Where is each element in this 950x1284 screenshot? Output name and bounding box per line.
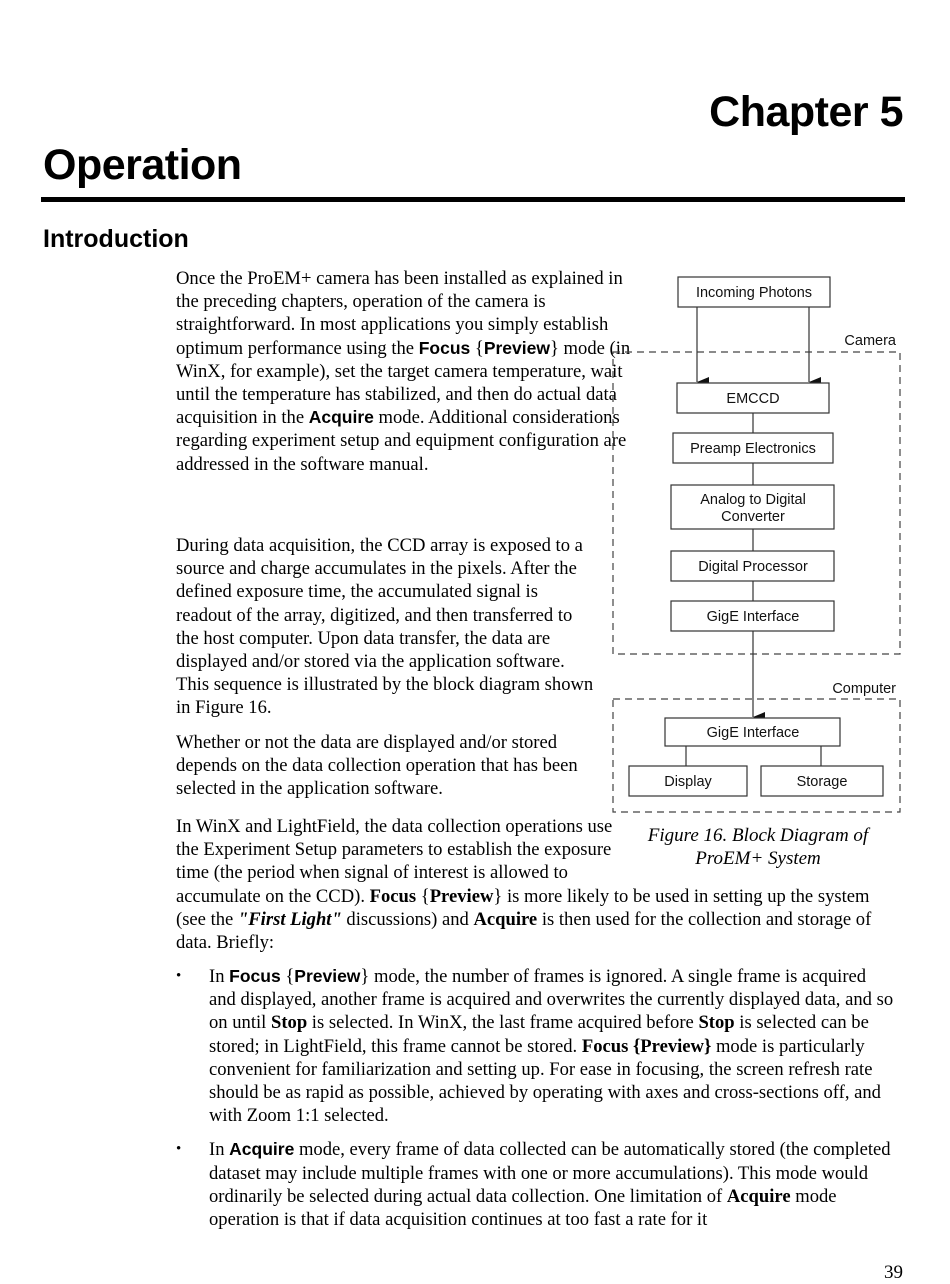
text-run: mode, every frame of data collected can be automatically stored (the completed dataset may include multiple frames with one or more accumulations). This mode would ordinarily be selected during actual data collection. One limitation of [209,1139,891,1207]
chapter-title: Operation [43,141,242,189]
text-run: } is more likely to be used in setting up the system (see the [176,885,870,930]
focus-term: Focus [369,885,417,907]
camera-gige-label: GigE Interface [706,609,800,625]
preview-term: Preview [294,966,361,986]
intro-paragraph-2: During data acquisition, the CCD array is exposed to a source and charge accumulates in the pixels. After the defined exposure time, the accumulated signal is readout of the array, digitized, and then transferred to the host computer. Upon data transfer, the data are displayed and/or stored via the application software. This sequence is illustrated by the block diagram shown in Figure 16. [176,535,594,719]
mode-bullet-list [176,965,896,1242]
text-run: { [470,337,484,359]
text-run: mode. Additional considerations regarding experiment setup and equipment configuration are addressed in the software manual. [176,407,627,475]
computer-gige-label: GigE Interface [706,725,800,741]
acquire-term: Acquire [308,407,374,428]
stop-term: Stop [698,1012,735,1034]
intro-paragraph-3: Whether or not the data are displayed and/or stored depends on the data collection operation that has been selected in the application software. [176,732,578,800]
figure-caption-line2: ProEM+ System [695,848,821,869]
preview-term: Preview [429,885,494,907]
acquire-term: Acquire [473,908,538,930]
text-run: In [209,1139,230,1161]
bullet-focus-mode [176,965,896,1127]
acquire-term: Acquire [726,1185,791,1207]
incoming-photons-label: Incoming Photons [695,285,813,301]
text-run: Once the ProEM+ camera has been installed as explained in the preceding chapters, operation of the camera is straightforward. In most applications you simply establish optimum performance using the [176,268,623,359]
text-run: } mode (in WinX, for example), set the target camera temperature, wait until the temperature has stabilized, and then do actual data acquisition in the [176,337,631,429]
focus-term: Focus [229,966,281,986]
bullet-icon: • [176,1141,182,1158]
focus-preview-term: Focus {Preview} [581,1035,712,1057]
text-run: In [209,966,230,987]
section-heading: Introduction [43,225,189,253]
text-run: In WinX and LightField, the data collection operations use the Experiment Setup parameters to establish the exposure time (the period when signal of interest is allowed to accumulate on the CCD). [176,816,613,907]
text-run: } mode, the number of frames is ignored. A single frame is acquired and displayed, another frame is acquired and overwrites the currently displayed data, and so on until [209,966,894,1034]
acquire-term: Acquire [229,1139,295,1160]
adc-label-line1: Analog to Digital [700,492,806,508]
block-diagram [608,272,908,820]
bullet-acquire-mode [176,1138,896,1231]
text-run: mode is particularly convenient for familiarization and setting up. For ease in focusing, the screen refresh rate should be as rapid as possible, achieved by operating with axes and cross-sections off, and with Zoom 1:1 selected. [209,1035,881,1127]
title-rule [41,197,905,202]
adc-label-line2: Converter [721,509,785,525]
text-run: is selected. In WinX, the last frame acquired before [307,1012,699,1034]
digital-processor-label: Digital Processor [698,559,808,575]
intro-paragraph-1 [176,267,646,476]
emccd-label: EMCCD [726,391,780,407]
preview-term: Preview [483,337,550,358]
figure-caption-line1: Figure 16. Block Diagram of [647,825,869,846]
first-light-reference: "First Light" [237,908,342,930]
focus-term: Focus [418,337,471,358]
text-run: { [416,885,430,907]
computer-group-label: Computer [832,681,896,697]
storage-label: Storage [796,774,848,790]
page-number: 39 [884,1262,903,1283]
text-run: mode operation is that if data acquisition continues at too fast a rate for it [209,1185,837,1231]
display-label: Display [664,774,712,790]
text-run: is then used for the collection and storage of data. Briefly: [176,908,872,954]
text-run: discussions) and [341,908,474,930]
camera-group-label: Camera [844,333,896,349]
text-run: { [280,966,295,987]
preamp-label: Preamp Electronics [690,441,816,457]
stop-term: Stop [270,1012,308,1034]
text-run: is selected can be stored; in LightField, this frame cannot be stored. [209,1012,869,1057]
chapter-label: Chapter 5 [709,88,903,136]
figure-caption [612,824,904,870]
bullet-icon: • [176,968,182,984]
